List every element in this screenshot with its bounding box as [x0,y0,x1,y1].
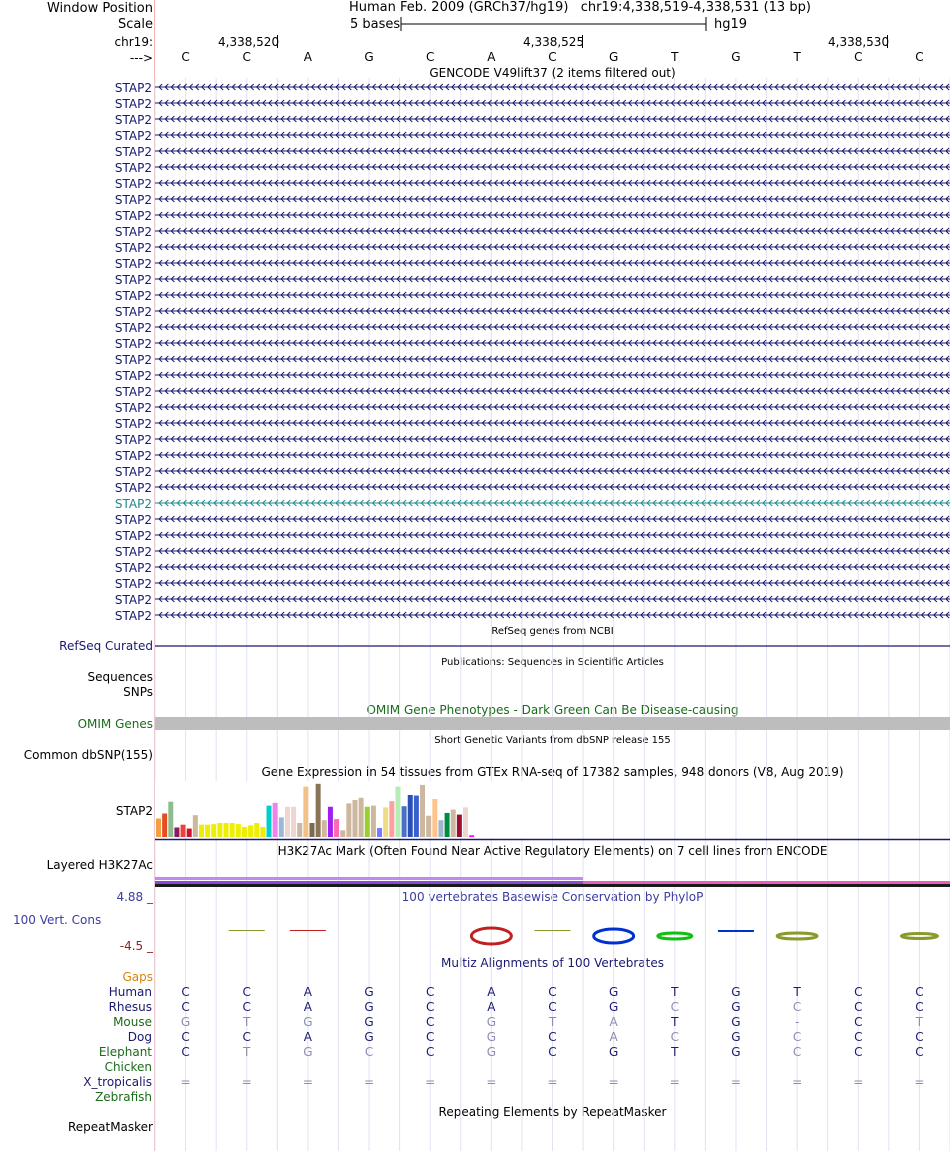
alignment-base: C [854,985,863,999]
phylop-min-label: -4.5 _ [119,939,153,953]
gtex-tissue-bar [328,807,333,837]
species-label-zebrafish: Zebrafish [95,1090,152,1104]
gtex-tissue-bar [162,813,167,837]
alignment-base: G [364,1030,374,1044]
gencode-item-label: STAP2 [114,449,152,463]
alignment-base: A [487,985,496,999]
gtex-tissue-bar [303,787,308,837]
alignment-base: G [303,1015,313,1029]
base-letter: G [364,50,374,64]
phylop-bar-glyph [535,930,571,931]
gencode-item-label: STAP2 [114,385,152,399]
gtex-tissue-bar [205,825,210,837]
alignment-base: C [915,1000,924,1014]
alignment-base: C [548,1030,557,1044]
alignment-base: C [242,985,251,999]
gencode-item-label: STAP2 [114,97,152,111]
gtex-tissue-bar [322,820,327,837]
base-letter: C [242,50,251,64]
gtex-tissue-bar [383,807,388,837]
omim-feature-bar [155,717,950,730]
alignment-base: A [303,1030,312,1044]
gencode-item-label: STAP2 [114,497,152,511]
gtex-tissue-bar [285,807,290,837]
gtex-tissue-bar [352,800,357,837]
scale-bar [401,17,706,31]
gtex-tissue-bar [359,798,364,837]
gencode-item-label: STAP2 [114,513,152,527]
species-label-elephant: Elephant [98,1045,152,1059]
position-ticks [278,35,888,48]
alignment-base: G [731,1030,741,1044]
base-letter: C [548,50,557,64]
alignment-base: C [242,1000,251,1014]
alignment-base: C [670,1030,680,1044]
gtex-tissue-bar [445,813,450,837]
sequences-label[interactable]: Sequences [87,670,153,684]
gtex-tissue-bar [469,835,474,837]
gencode-item-label: STAP2 [114,529,152,543]
alignment-base: C [915,985,924,999]
gtex-tissue-bar [420,785,425,837]
h3k27ac-label[interactable]: Layered H3K27Ac [46,858,153,872]
gaps-label: Gaps [122,970,153,984]
gtex-tissue-bar [408,795,413,837]
gencode-item-label: STAP2 [114,177,152,191]
h3k27ac-band-pink [583,881,950,884]
gencode-item-label: STAP2 [114,129,152,143]
repeatmasker-label[interactable]: RepeatMasker [67,1120,153,1134]
window-position-label: Window Position [46,1,153,16]
gtex-tissue-bar [432,799,437,837]
gtex-tissue-bar [297,823,302,837]
dbsnp-title: Short Genetic Variants from dbSNP release 155 [434,735,671,746]
multiz-title: Multiz Alignments of 100 Vertebrates [440,956,665,970]
gtex-tissue-bar [457,815,462,837]
gtex-tissue-bar [199,825,204,837]
gencode-item-label: STAP2 [114,417,152,431]
alignment-base: T [793,985,801,999]
alignment-base: C [242,1030,251,1044]
gencode-item-label: STAP2 [114,321,152,335]
base-grid [155,0,950,1151]
gtex-tissue-bar [248,825,253,837]
gencode-item-label: STAP2 [114,161,152,175]
gtex-tissue-bar [174,827,179,837]
alignment-base: C [548,1000,557,1014]
alignment-base: G [731,1000,741,1014]
alignment-base: = [669,1075,680,1089]
base-letter: C [181,50,190,64]
gtex-tissue-bar [346,803,351,837]
position-label-2: 4,338,525 [523,35,585,49]
omim-label[interactable]: OMIM Genes [77,717,153,731]
alignment-base: C [915,1045,924,1059]
alignment-base: = [241,1075,252,1089]
alignment-base: C [425,985,435,999]
gtex-tissue-bar [438,820,443,837]
alignment-base: C [792,1045,802,1059]
dbsnp-label[interactable]: Common dbSNP(155) [23,748,153,762]
base-letter: C [425,50,435,64]
base-letter: T [671,50,679,64]
alignment-base: G [486,1045,497,1059]
alignment-base: G [486,1030,497,1044]
phylop-label[interactable]: 100 Vert. Cons [13,913,102,927]
gtex-tissue-bar [371,806,376,837]
alignment-base: A [609,1030,618,1044]
alignment-base: T [671,1015,679,1029]
gencode-item-label: STAP2 [114,113,152,127]
alignment-base: G [180,1015,191,1029]
gencode-track[interactable] [115,81,950,623]
gtex-tissue-bar [211,824,216,837]
alignment-base: T [243,1015,251,1029]
alignment-base: - [794,1015,800,1029]
gencode-item-label: STAP2 [114,81,152,95]
alignment-base: A [303,1000,312,1014]
gtex-tissue-bar [463,807,468,837]
gencode-item-label: STAP2 [114,609,152,623]
alignment-base: G [364,1000,374,1014]
species-label-dog: Dog [127,1030,152,1044]
gtex-tissue-bar [187,829,192,837]
alignment-base: = [853,1075,864,1089]
gencode-item-label: STAP2 [114,433,152,447]
base-letter: C [854,50,863,64]
gtex-tissue-bar [224,823,229,837]
alignment-base: A [609,1015,618,1029]
h3k27ac-band-dark [155,884,950,887]
alignment-base: = [914,1075,925,1089]
gencode-item-label: STAP2 [114,401,152,415]
gtex-label[interactable]: STAP2 [115,804,153,818]
gencode-item-label: STAP2 [114,593,152,607]
gencode-item-label: STAP2 [114,561,152,575]
gencode-title: GENCODE V49lift37 (2 items filtered out) [429,66,676,80]
alignment-base: T [671,1045,679,1059]
alignment-base: = [302,1075,313,1089]
gencode-item-label: STAP2 [114,241,152,255]
h3k27ac-track[interactable] [155,877,950,887]
gtex-tissue-bar [414,796,419,837]
base-letter: C [915,50,924,64]
phylop-bar-glyph [290,930,326,931]
gencode-item-label: STAP2 [114,465,152,479]
alignment-base: G [608,1000,619,1014]
alignment-base: T [243,1045,251,1059]
gencode-item-label: STAP2 [114,337,152,351]
position-label-1: 4,338,520 [218,35,280,49]
alignment-base: C [915,1030,924,1044]
species-label-x_tropicalis: X_tropicalis [83,1075,152,1089]
alignment-base: C [181,985,190,999]
position-label-3: 4,338,530 [828,35,890,49]
alignment-base: T [548,1015,557,1029]
gtex-title: Gene Expression in 54 tissues from GTEx RNA-seq of 17382 samples, 948 donors (V8, Aug 2019) [261,765,844,779]
species-label-human: Human [108,985,152,999]
alignment-base: C [670,1000,680,1014]
gencode-item-label: STAP2 [114,193,152,207]
gtex-tissue-bar [168,802,173,837]
alignment-base: = [608,1075,619,1089]
base-letter: T [793,50,801,64]
phylop-max-label: 4.88 _ [116,890,153,904]
alignment-base: = [364,1075,375,1089]
species-label-chicken: Chicken [104,1060,152,1074]
scale-db: hg19 [714,17,748,32]
alignment-base: C [181,1000,190,1014]
gencode-item-label: STAP2 [114,257,152,271]
gencode-item-label: STAP2 [114,577,152,591]
scale-label: Scale [118,17,153,32]
alignment-base: C [425,1015,435,1029]
gencode-item-label: STAP2 [114,305,152,319]
alignment-base: G [608,985,619,999]
alignment-base: C [854,1045,863,1059]
alignment-base: G [364,985,374,999]
base-letter: A [487,50,496,64]
alignment-base: = [425,1075,436,1089]
gtex-tissue-bar [451,810,456,837]
base-letter: G [731,50,741,64]
gtex-tissue-bar [279,817,284,837]
species-label-rhesus: Rhesus [108,1000,152,1014]
alignment-base: G [303,1045,313,1059]
refseq-title: RefSeq genes from NCBI [491,626,614,637]
gencode-item-label: STAP2 [114,353,152,367]
gtex-tissue-bar [267,806,272,837]
gtex-tissue-bar [334,819,339,837]
gencode-item-label: STAP2 [114,273,152,287]
assembly-title: Human Feb. 2009 (GRCh37/hg19) chr19:4,338,519-4,338,531 (13 bp) [349,0,811,15]
multiz-track[interactable] [83,985,924,1104]
gtex-tissue-bar [291,807,296,837]
gencode-item-label: STAP2 [114,545,152,559]
gtex-tissue-bar [181,825,186,837]
alignment-base: G [608,1045,619,1059]
alignment-base: = [547,1075,558,1089]
alignment-base: = [792,1075,803,1089]
base-letter: A [303,50,312,64]
base-letter: G [608,50,619,64]
alignment-base: C [425,1030,435,1044]
alignment-base: G [486,1015,497,1029]
phylop-title: 100 vertebrates Basewise Conservation by PhyloP [401,890,704,904]
alignment-base: = [180,1075,191,1089]
alignment-base: C [364,1045,374,1059]
alignment-base: C [854,1000,863,1014]
species-label-mouse: Mouse [113,1015,152,1029]
gtex-tissue-bar [340,830,345,837]
repeatmasker-title: Repeating Elements by RepeatMasker [438,1105,667,1119]
alignment-base: C [425,1045,435,1059]
h3k27ac-title: H3K27Ac Mark (Often Found Near Active Regulatory Elements) on 7 cell lines from ENCODE [277,844,828,858]
gtex-tissue-bar [156,819,161,837]
h3k27ac-band-violet [155,881,583,884]
gtex-tissue-bar [217,823,222,837]
alignment-base: T [671,985,679,999]
gencode-item-label: STAP2 [114,209,152,223]
h3k27ac-band-purple [155,877,583,880]
alignment-base: C [181,1045,190,1059]
gtex-tissue-bar [236,824,241,837]
alignment-base: G [731,1015,741,1029]
alignment-base: = [486,1075,497,1089]
phylop-bar-glyph [718,930,754,932]
gtex-tissue-bar [316,784,321,837]
alignment-base: C [854,1030,863,1044]
gtex-tissue-bar [377,828,382,837]
alignment-base: T [915,1015,924,1029]
gtex-tissue-bar [242,827,247,837]
omim-track[interactable] [155,717,950,730]
gtex-tissue-bar [230,823,235,837]
snps-label[interactable]: SNPs [123,685,153,699]
omim-title: OMIM Gene Phenotypes - Dark Green Can Be Disease-causing [366,703,739,717]
gtex-tissue-bar [365,807,370,837]
gtex-tissue-bar [260,827,265,837]
gtex-tissue-bar [254,823,259,837]
alignment-base: = [730,1075,741,1089]
alignment-base: A [303,985,312,999]
gencode-item-label: STAP2 [114,225,152,239]
alignment-base: C [548,985,557,999]
alignment-base: G [731,985,741,999]
gencode-item-label: STAP2 [114,369,152,383]
gtex-tissue-bar [395,787,400,837]
alignment-base: C [792,1030,802,1044]
gtex-tissue-bar [310,823,315,837]
alignment-base: G [731,1045,741,1059]
alignment-base: C [792,1000,802,1014]
alignment-base: C [548,1045,557,1059]
gtex-tissue-bar [273,803,278,837]
publications-title: Publications: Sequences in Scientific Articles [441,657,664,668]
refseq-label[interactable]: RefSeq Curated [59,639,153,653]
alignment-base: C [181,1030,190,1044]
phylop-bar-glyph [229,930,265,931]
gencode-item-label: STAP2 [114,289,152,303]
strand-label: ---> [129,51,153,65]
alignment-base: C [854,1015,863,1029]
gtex-tissue-bar [193,815,198,837]
gencode-item-label: STAP2 [114,481,152,495]
gencode-item-label: STAP2 [114,145,152,159]
reference-bases [181,50,923,64]
chrom-label: chr19: [114,35,153,49]
alignment-base: A [487,1000,496,1014]
alignment-base: G [364,1015,374,1029]
alignment-base: C [425,1000,435,1014]
gtex-tissue-bar [402,806,407,837]
scale-text: 5 bases [350,17,401,32]
gtex-tissue-bar [389,801,394,837]
gtex-tissue-bar [426,816,431,837]
